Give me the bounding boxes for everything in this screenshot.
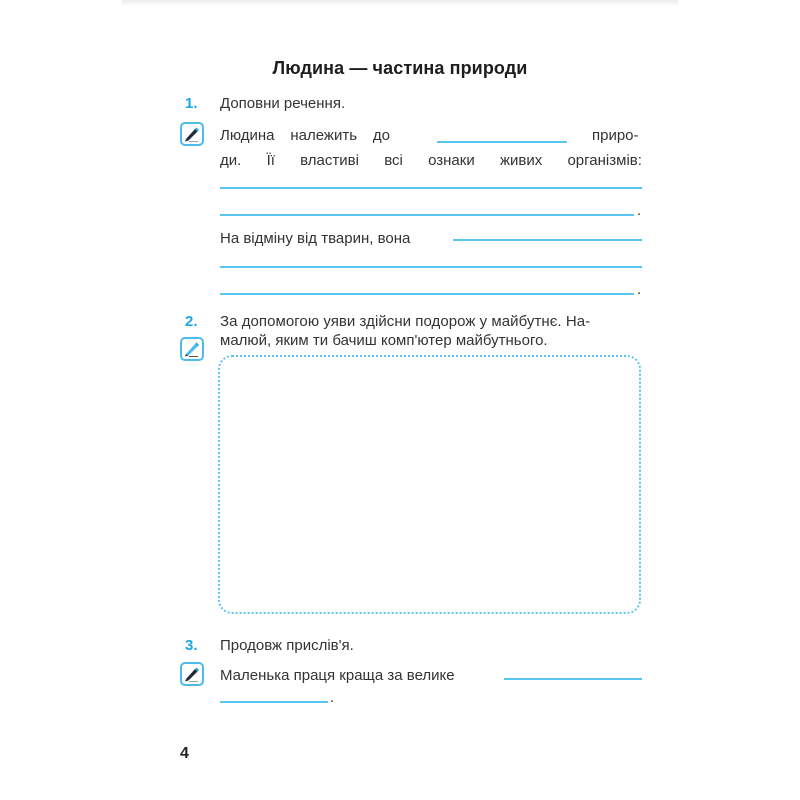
drawing-area[interactable]: [218, 355, 641, 614]
task-1-line1-end: приро-: [592, 127, 639, 144]
task-1-instruction: Доповни речення.: [220, 95, 346, 112]
answer-line-1f[interactable]: [220, 293, 634, 295]
task-1-number: 1.: [185, 95, 198, 112]
task-1-sentence-2: На відміну від тварин, вона: [220, 230, 411, 247]
answer-line-1d[interactable]: [453, 239, 642, 241]
answer-line-1b[interactable]: [220, 187, 642, 189]
task-3-instruction: Продовж прислів'я.: [220, 637, 354, 654]
answer-line-1e[interactable]: [220, 266, 642, 268]
answer-line-3a[interactable]: [504, 678, 642, 680]
page-title: Людина — частина природи: [272, 58, 528, 78]
period-2: .: [637, 281, 642, 298]
pencil-write-icon: [180, 122, 204, 146]
answer-line-1a[interactable]: [437, 141, 567, 143]
task-3-proverb: Маленька праця краща за велике: [220, 667, 455, 684]
task-3-number: 3.: [185, 637, 198, 654]
page-number: 4: [180, 745, 189, 762]
pencil-draw-icon: [180, 337, 204, 361]
pencil-write-icon: [180, 662, 204, 686]
task-1-line2: ди. Її властиві всі ознаки живих організмів:: [220, 152, 642, 169]
task-2-number: 2.: [185, 313, 198, 330]
period-3: .: [330, 689, 335, 706]
task-2-instruction-line-1: За допомогою уяви здійсни подорож у майбутнє. На-: [220, 313, 591, 330]
task-2-instruction-line-2: малюй, яким ти бачиш комп'ютер майбутнього.: [220, 332, 548, 349]
page-edge: [122, 0, 678, 6]
answer-line-1c[interactable]: [220, 214, 634, 216]
answer-line-3b[interactable]: [220, 701, 328, 703]
period-1: .: [637, 202, 642, 219]
task-1-line1-start: Людина належить до: [220, 127, 390, 144]
